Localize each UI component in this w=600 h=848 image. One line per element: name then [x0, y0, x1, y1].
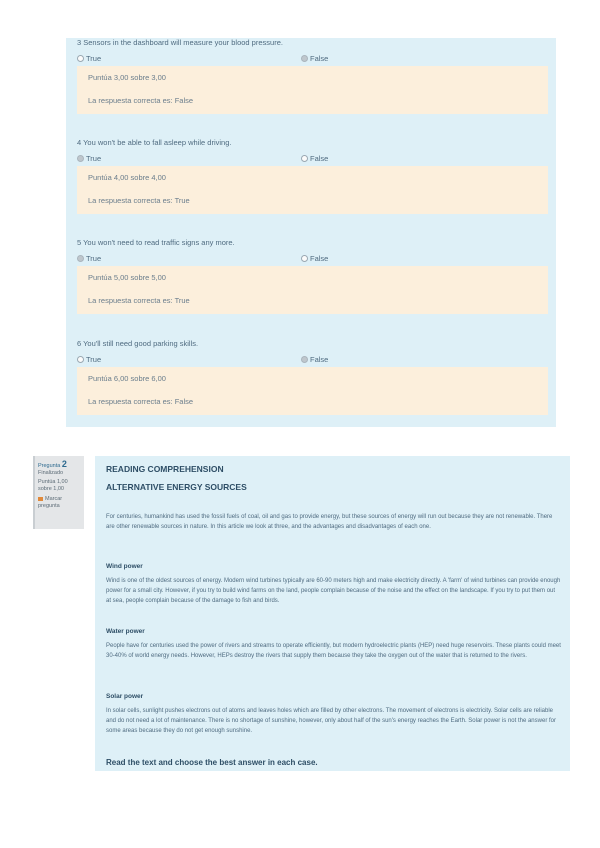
flag-icon	[38, 497, 43, 501]
feedback-box	[77, 166, 548, 214]
question-3	[66, 38, 556, 138]
radio-true[interactable]	[77, 155, 84, 162]
reading-subtitle: ALTERNATIVE ENERGY SOURCES	[106, 482, 247, 492]
question-score-line2: sobre 1,00	[38, 486, 64, 492]
section-heading-solar: Solar power	[106, 693, 144, 700]
radio-true[interactable]	[77, 356, 84, 363]
reading-title: READING COMPREHENSION	[106, 464, 224, 474]
section-text-solar: In solar cells, sunlight pushes electrons out of atoms and leaves holes which are filled by other electrons. The movement of electrons is electricity. Solar cells are reliable and do not need a lot of maintenance. There is no shortage of sunshine, however, only about half of the sun's energy reaches the Earth. Solar power is not the answer for some areas because they do not get enough sunshine.	[106, 708, 556, 734]
score-text: Puntúa 6,00 sobre 6,00	[88, 374, 166, 383]
question-text: 4 You won't be able to fall asleep while driving.	[77, 138, 232, 147]
flag-question-button[interactable]: Marcar	[38, 496, 81, 503]
feedback-box	[77, 66, 548, 114]
question-5	[66, 238, 556, 338]
question-6	[66, 339, 556, 439]
feedback-box	[77, 367, 548, 415]
correct-answer-text: La respuesta correcta es: True	[88, 296, 190, 305]
correct-answer-text: La respuesta correcta es: True	[88, 196, 190, 205]
question-4	[66, 138, 556, 238]
correct-answer-text: La respuesta correcta es: False	[88, 397, 194, 406]
reading-passage	[95, 456, 570, 771]
section-text-water: People have for centuries used the power of rivers and streams to operate efficiently, but modern hydroelectric plants (HEP) need huge reservoirs. These plants could meet 30-40% of world energy needs. However, HEPs destroy the rivers that supply them because they take the oxygen out of the water that is returned to the rivers.	[106, 643, 561, 659]
score-text: Puntúa 3,00 sobre 3,00	[88, 73, 166, 82]
reading-instruction: Read the text and choose the best answer in each case.	[106, 758, 318, 767]
question-number: 2	[61, 459, 67, 469]
option-true[interactable]: True	[77, 355, 101, 364]
question-info-box	[33, 456, 84, 529]
option-false[interactable]: False	[301, 355, 328, 364]
option-false[interactable]: False	[301, 154, 328, 163]
radio-false[interactable]	[301, 356, 308, 363]
quiz-feedback-panel	[66, 38, 556, 427]
section-text-wind: Wind is one of the oldest sources of energy. Modern wind turbines typically are 60-90 meters high and make electricity directly. A 'farm' of wind turbines can provide enough power for a small city. However, if you try to build wind farms on the land, people complain because of the noise and the effect on the landscape. If you try to put them out at sea, people complain because of the damage to fish and birds.	[106, 578, 561, 604]
option-true[interactable]: True	[77, 154, 101, 163]
question-text: 3 Sensors in the dashboard will measure your blood pressure.	[77, 38, 283, 47]
question-text: 5 You won't need to read traffic signs any more.	[77, 238, 235, 247]
flag-question-label: pregunta	[38, 503, 60, 509]
score-text: Puntúa 4,00 sobre 4,00	[88, 173, 166, 182]
section-heading-water: Water power	[106, 628, 145, 635]
option-false[interactable]: False	[301, 54, 328, 63]
option-false[interactable]: False	[301, 254, 328, 263]
question-text: 6 You'll still need good parking skills.	[77, 339, 199, 348]
reading-intro: For centuries, humankind has used the fossil fuels of coal, oil and gas to provide energy, but these sources of energy will run out because they are not renewable. There are other renewable sources in nature. In this article we look at three, and the advantages and disadvantages of each one.	[106, 514, 553, 530]
question-score-line1: Puntúa 1,00	[38, 479, 68, 485]
feedback-box	[77, 266, 548, 314]
radio-false[interactable]	[301, 255, 308, 262]
radio-false[interactable]	[301, 55, 308, 62]
section-heading-wind: Wind power	[106, 563, 143, 570]
option-true[interactable]: True	[77, 54, 101, 63]
question-status: Finalizado	[38, 470, 64, 476]
question-label: Pregunta	[38, 463, 61, 469]
score-text: Puntúa 5,00 sobre 5,00	[88, 273, 166, 282]
option-true[interactable]: True	[77, 254, 101, 263]
radio-false[interactable]	[301, 155, 308, 162]
correct-answer-text: La respuesta correcta es: False	[88, 96, 194, 105]
radio-true[interactable]	[77, 55, 84, 62]
radio-true[interactable]	[77, 255, 84, 262]
